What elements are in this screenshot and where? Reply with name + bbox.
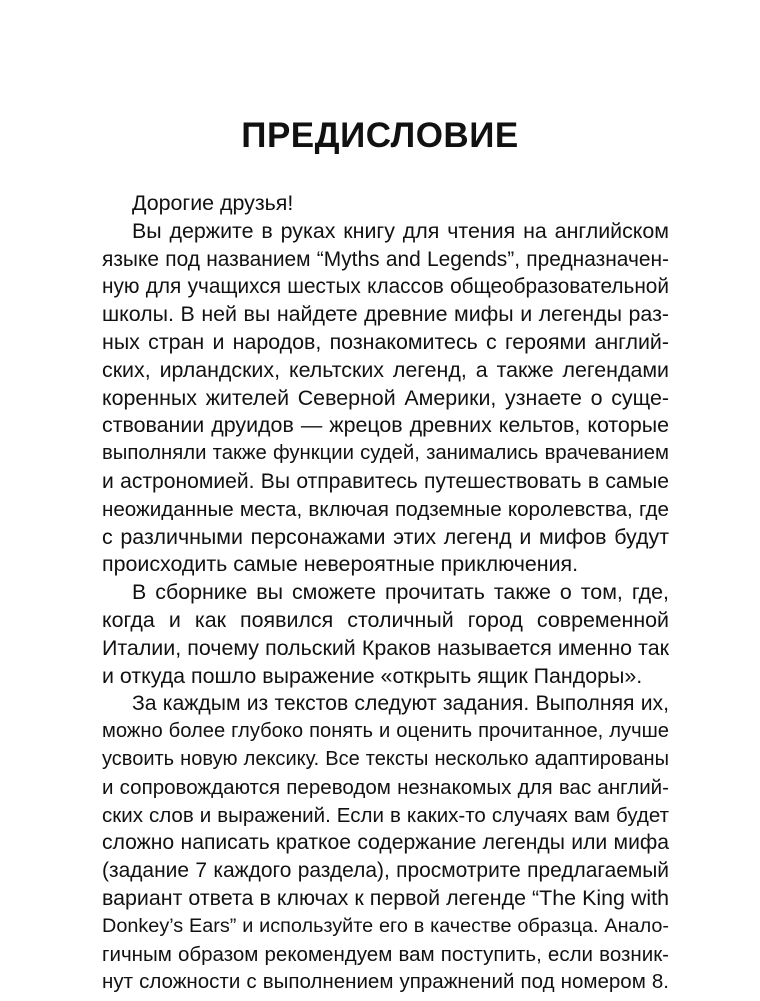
text-line: языке под названием “Myths and Legends”, предназначен- (102, 247, 669, 271)
text-line: ствовании друидов — жрецов древних кельтов, которые (102, 413, 669, 438)
text-line: и откуда пошло выражение «открыть ящик Пандоры». (102, 663, 643, 688)
text-line: с различными персонажами этих легенд и мифов будут (102, 524, 669, 549)
text-line: ских, ирландских, кельтских легенд, а также легендами (102, 357, 669, 382)
text-line: когда и как появился столичный город современной (102, 607, 669, 632)
text-line: (задание 7 каждого раздела), просмотрите предлагаемый (102, 859, 669, 883)
text-line: За каждым из текстов следуют задания. Выполняя их, (132, 692, 669, 716)
text-line: вариант ответа в ключах к первой легенде “The King with (102, 885, 669, 910)
text-line: коренных жителей Северной Америки, узнаете о суще- (102, 385, 669, 410)
text-line: В сборнике вы сможете прочитать также о том, где, (132, 580, 669, 605)
text-line: Дорогие друзья! (132, 191, 294, 215)
body-text (102, 190, 669, 996)
text-line: и астрономией. Вы отправитесь путешествовать в самые (102, 469, 669, 493)
text-line: неожиданные места, включая подземные королевства, где (102, 497, 669, 521)
text-line: Donkey’s Ears” и используйте его в качестве образца. Анало- (102, 914, 669, 937)
text-line: нут сложности с выполнением упражнений под номером 8. (102, 970, 669, 994)
text-line: выполняли также функции судей, занимались врачеванием (102, 442, 669, 465)
text-line: ную для учащихся шестых классов общеобразовательной (102, 275, 669, 299)
text-line: происходить самые невероятные приключения. (102, 552, 579, 577)
text-line: и сопровождаются переводом незнакомых для вас англий- (102, 775, 669, 799)
text-line: сложно написать краткое содержание легенды или мифа (102, 831, 669, 855)
text-line: гичным образом рекомендуем вам поступить, если возник- (102, 942, 669, 966)
page-title: ПРЕДИСЛОВИЕ (241, 116, 519, 155)
text-line: усвоить новую лексику. Все тексты несколько адаптированы (102, 747, 669, 770)
text-line: школы. В ней вы найдете древние мифы и легенды раз- (102, 302, 669, 327)
text-line: можно более глубоко понять и оценить прочитанное, лучше (102, 720, 669, 743)
text-line: Италии, почему польский Краков называется именно так (102, 635, 669, 660)
text-line: ных стран и народов, познакомитесь с героями англий- (102, 329, 669, 354)
text-line: ских слов и выражений. Если в каких-то случаях вам будет (102, 803, 669, 827)
text-line: Вы держите в руках книгу для чтения на английском (132, 218, 669, 243)
